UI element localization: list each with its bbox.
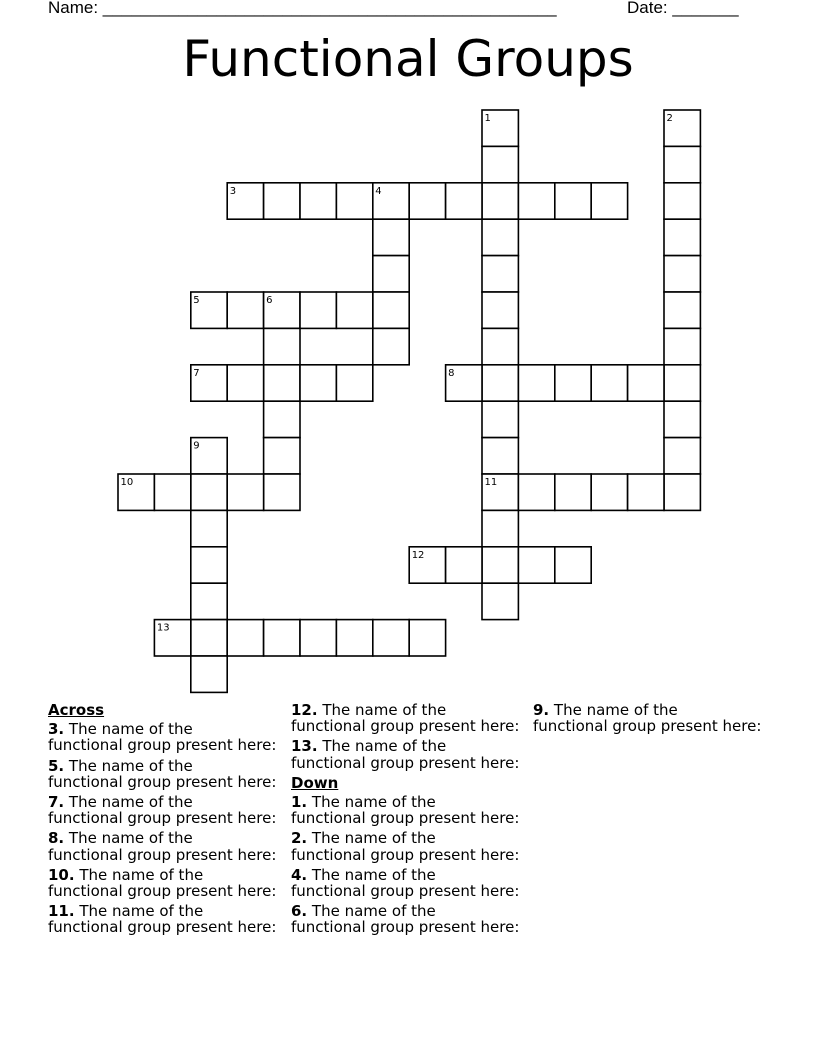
grid-cell[interactable]: [555, 183, 591, 219]
across-clue: [48, 830, 288, 862]
grid-cell[interactable]: [191, 620, 227, 656]
across-clue: [291, 738, 531, 770]
across-clue: [48, 867, 288, 899]
grid-cell[interactable]: [446, 547, 482, 583]
clue-number-label: 10: [120, 477, 134, 488]
grid-cell[interactable]: [555, 365, 591, 401]
grid-cell[interactable]: [664, 365, 700, 401]
grid-cell[interactable]: [591, 474, 627, 510]
clue-text: The name of the functional group present here:: [291, 829, 520, 864]
down-heading: Down: [291, 773, 339, 792]
grid-cell[interactable]: [300, 365, 336, 401]
clue-number: 5.: [48, 756, 65, 775]
across-clue: [48, 758, 288, 790]
across-heading: Across: [48, 701, 105, 719]
grid-cell[interactable]: [191, 474, 227, 510]
clue-text: The name of the functional group present here:: [291, 865, 520, 901]
grid-cell[interactable]: [664, 183, 700, 219]
grid-cell[interactable]: [591, 183, 627, 219]
clue-number-label: 9: [193, 440, 200, 452]
grid-cell[interactable]: [518, 183, 554, 219]
grid-cell[interactable]: [555, 547, 591, 583]
clue-text: The name of the functional group present here:: [291, 737, 520, 772]
grid-cell[interactable]: [409, 620, 445, 656]
grid-cell[interactable]: [227, 620, 263, 656]
grid-cell[interactable]: [336, 292, 372, 328]
clue-number-label: 5: [193, 295, 200, 306]
clue-number-label: 3: [229, 185, 237, 197]
clue-text: The name of the functional group present here:: [291, 793, 520, 828]
clue-number: 11.: [48, 902, 75, 921]
clue-text: The name of the functional group present here:: [48, 720, 277, 755]
clue-number: 2.: [291, 829, 308, 848]
across-clue: [48, 903, 288, 935]
clue-number-label: 6: [266, 295, 273, 306]
grid-cell[interactable]: [482, 328, 518, 364]
grid-cell[interactable]: [482, 510, 518, 546]
grid-cell[interactable]: [518, 547, 554, 583]
grid-cell[interactable]: [336, 620, 372, 656]
clue-number: 4.: [291, 865, 308, 884]
across-clue: [48, 721, 288, 753]
grid-cell[interactable]: [336, 183, 372, 219]
grid-cell[interactable]: [518, 474, 554, 510]
grid-cell[interactable]: [373, 328, 409, 364]
grid-cell[interactable]: [664, 219, 700, 255]
clue-number: 1.: [291, 793, 308, 812]
clue-number: 7.: [48, 793, 65, 812]
grid-cell[interactable]: [264, 438, 300, 474]
clue-number-label: 7: [193, 367, 200, 379]
grid-cell[interactable]: [482, 401, 518, 437]
grid-cell[interactable]: [482, 583, 518, 619]
clue-number: 13.: [291, 737, 318, 756]
grid-cell[interactable]: [373, 292, 409, 328]
grid-cell[interactable]: [264, 183, 300, 219]
clue-number: 12.: [291, 701, 318, 719]
clue-text: The name of the functional group present here:: [48, 829, 277, 864]
grid-cell[interactable]: [446, 183, 482, 219]
clue-text: The name of the functional group present here:: [48, 902, 277, 937]
grid-cell[interactable]: [373, 256, 409, 292]
page-title: Functional Groups: [182, 30, 634, 88]
clue-number: 6.: [291, 902, 308, 921]
grid-cell[interactable]: [300, 292, 336, 328]
grid-cell[interactable]: [409, 183, 445, 219]
grid-cell[interactable]: [264, 474, 300, 510]
grid-cell[interactable]: [300, 183, 336, 219]
clue-number: 9.: [533, 701, 550, 719]
clues-column-3: [533, 702, 773, 738]
grid-cell[interactable]: [227, 292, 263, 328]
grid-cell[interactable]: [591, 365, 627, 401]
date-field-label: Date: _______: [627, 0, 739, 17]
grid-cell[interactable]: [227, 365, 263, 401]
grid-cell[interactable]: [664, 328, 700, 364]
clue-number: 8.: [48, 829, 65, 848]
across-clue: [48, 794, 288, 826]
grid-cell[interactable]: [191, 656, 227, 692]
down-clue: [291, 903, 531, 935]
grid-cell[interactable]: [482, 219, 518, 255]
grid-cell[interactable]: [264, 365, 300, 401]
grid-cell[interactable]: [191, 547, 227, 583]
clue-number: 10.: [48, 865, 75, 884]
clue-text: The name of the functional group present here:: [48, 756, 277, 791]
grid-cell[interactable]: [482, 256, 518, 292]
grid-cell[interactable]: [482, 292, 518, 328]
grid-cell[interactable]: [482, 365, 518, 401]
grid-cell[interactable]: [628, 365, 664, 401]
grid-cell[interactable]: [664, 146, 700, 182]
grid-cell[interactable]: [482, 547, 518, 583]
grid-cell[interactable]: [628, 474, 664, 510]
grid-cell[interactable]: [264, 401, 300, 437]
grid-cell[interactable]: [154, 474, 190, 510]
grid-cell[interactable]: [482, 183, 518, 219]
name-field-label: Name: ________________________________________________: [48, 0, 557, 17]
grid-cell[interactable]: [191, 583, 227, 619]
grid-cell[interactable]: [373, 620, 409, 656]
clue-text: The name of the functional group present here:: [533, 701, 762, 736]
grid-cell[interactable]: [482, 438, 518, 474]
clue-text: The name of the functional group present here:: [291, 902, 520, 937]
clue-number-label: 2: [666, 113, 673, 124]
down-clue: [291, 794, 531, 826]
clue-number-label: 13: [156, 622, 170, 634]
grid-cell[interactable]: [664, 401, 700, 437]
grid-cell[interactable]: [300, 620, 336, 656]
clue-number-label: 12: [411, 549, 425, 561]
down-clue: [291, 830, 531, 862]
grid-cell[interactable]: [555, 474, 591, 510]
clue-number-label: 1: [484, 113, 491, 124]
grid-cell[interactable]: [664, 438, 700, 474]
grid-cell[interactable]: [482, 146, 518, 182]
clues-column-2: [291, 702, 531, 940]
clue-number-label: 8: [448, 367, 455, 379]
clue-text: The name of the functional group present here:: [48, 865, 277, 901]
clue-number-label: 4: [375, 185, 382, 197]
grid-cell[interactable]: [373, 219, 409, 255]
grid-cell[interactable]: [264, 328, 300, 364]
grid-cell[interactable]: [227, 474, 263, 510]
across-clue: [291, 702, 531, 734]
grid-cell[interactable]: [518, 365, 554, 401]
grid-cell[interactable]: [264, 620, 300, 656]
clue-number: 3.: [48, 720, 65, 739]
clue-number-label: 11: [484, 477, 498, 488]
grid-cell[interactable]: [336, 365, 372, 401]
down-clue: [291, 867, 531, 899]
grid-cell[interactable]: [664, 292, 700, 328]
grid-cell[interactable]: [191, 510, 227, 546]
clue-text: The name of the functional group present here:: [291, 701, 520, 736]
grid-cell[interactable]: [664, 474, 700, 510]
grid-cell[interactable]: [664, 256, 700, 292]
clues-column-1: [48, 702, 288, 940]
clue-text: The name of the functional group present here:: [48, 793, 277, 828]
down-clue: [533, 702, 773, 734]
